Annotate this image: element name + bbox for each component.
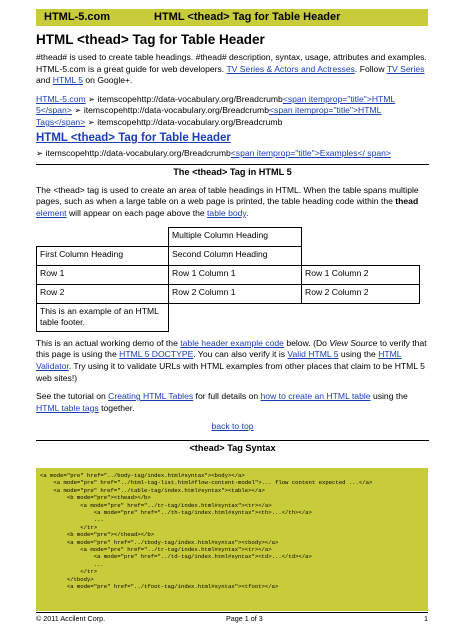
code-line: ...	[40, 560, 104, 568]
code-line: <a mode="pre" href="../table-tag/index.html#syntax"><table></a>	[40, 486, 265, 494]
table-cell: Row 1	[37, 265, 169, 284]
table-row	[37, 303, 420, 331]
divider	[36, 164, 429, 165]
demo-text: to verify that this page is using the	[36, 337, 427, 360]
link-tv-series[interactable]: TV Series	[386, 63, 425, 74]
thead-description	[36, 185, 429, 220]
description-text: The <thead> tag is used to create an area of table headings in HTML. When the table spans multiple pages, such as when a large table on a web page is printed, the table heading code within the	[36, 184, 419, 207]
table-row	[37, 265, 420, 284]
view-source-italic: View Source	[329, 337, 378, 348]
tutorial-text: See the tutorial on	[36, 391, 109, 402]
demo-text: . Try using it to validate URLs with HTML examples from other places that claim to be HTML 5 web sites!)	[36, 360, 425, 383]
tutorial-text: using the	[370, 391, 408, 402]
tutorial-text: together.	[98, 402, 135, 413]
code-line: ...	[40, 516, 104, 524]
demo-text: This is an actual working demo of the	[36, 337, 181, 348]
description-text: will appear on each page above the	[66, 207, 208, 218]
table-row	[37, 227, 420, 246]
link-creating-html-tables[interactable]: Creating HTML Tables	[108, 391, 194, 402]
breadcrumb-html5[interactable]: <span itemprop="title">HTML 5</span>	[36, 93, 396, 116]
header-bar	[36, 9, 428, 26]
table-cell	[169, 303, 302, 331]
code-line: <b mode="pre"><thead></b>	[40, 494, 151, 502]
syntax-heading: <thead> Tag Syntax	[189, 442, 276, 453]
code-line: <a mode="pre" href="../td-tag/index.html#syntax"><td>...</td></a>	[40, 553, 312, 561]
breadcrumb-text: ➢ itemscopehttp://data-vocabulary.org/Breadcrumb	[36, 147, 231, 158]
code-line: </tbody>	[40, 575, 94, 583]
code-line: <a mode="pre" href="../tr-tag/index.html#syntax"><tr></a>	[40, 501, 272, 509]
link-table-body[interactable]: table body	[207, 207, 247, 218]
table-row	[37, 246, 420, 265]
link-html5-doctype[interactable]: HTML 5 DOCTYPE	[119, 349, 194, 360]
demo-text: . You can also verify it is	[193, 349, 288, 360]
code-line: <b mode="pre"></thead></b>	[40, 531, 155, 539]
page-index: 1	[424, 614, 428, 623]
table-cell	[302, 227, 420, 246]
code-line: </tr>	[40, 568, 98, 576]
section-heading: The <thead> Tag in HTML 5	[173, 167, 292, 178]
table-cell	[37, 227, 169, 246]
table-cell: Second Column Heading	[169, 246, 302, 265]
demo-table	[36, 227, 420, 332]
link-table-header-example-code[interactable]: table header example code	[180, 337, 284, 348]
breadcrumb-examples[interactable]: <span itemprop="title">Examples</ span>	[230, 147, 391, 158]
link-valid-html5[interactable]: Valid HTML 5	[287, 349, 339, 360]
back-to-top-link[interactable]: back to top	[211, 421, 254, 432]
breadcrumb-home[interactable]: HTML-5.com	[36, 93, 86, 104]
link-tv-series-actors[interactable]: TV Series & Actors and Actresses	[226, 63, 355, 74]
tutorial-paragraph	[36, 391, 429, 414]
breadcrumb-text: ➢ itemscopehttp://data-vocabulary.org/Breadcrumb	[85, 93, 283, 104]
intro-paragraph	[36, 52, 429, 87]
table-cell: Row 2 Column 2	[302, 284, 420, 303]
table-row	[37, 284, 420, 303]
code-line: <a mode="pre" href="../html-tag-list.html#flow-content-model">... flow content expected ...</a>	[40, 479, 373, 487]
intro-text: on Google+.	[82, 75, 133, 86]
breadcrumb-html-tags[interactable]: <span itemprop="title">HTML Tags</span>	[36, 105, 382, 127]
link-html-table-tags[interactable]: HTML table tags	[36, 402, 99, 413]
main-content	[36, 32, 429, 460]
demo-text: using the	[338, 349, 379, 360]
table-cell: Row 1 Column 2	[302, 265, 420, 284]
link-element[interactable]: element	[36, 207, 67, 218]
table-cell: Row 1 Column 1	[169, 265, 302, 284]
back-to-top-wrap	[36, 421, 429, 433]
copyright: © 2011 Accilent Corp.	[36, 614, 106, 623]
code-line: </tr>	[40, 523, 98, 531]
page-number: Page 1 of 3	[226, 614, 263, 623]
breadcrumb-text: ➢ itemscopehttp://data-vocabulary.org/Breadcrumb	[71, 105, 269, 116]
code-line: <a mode="pre" href="../body-tag/index.html#syntax"><body></a>	[40, 472, 245, 479]
table-footer-cell: This is an example of an HTML table footer.	[37, 303, 169, 331]
intro-text: #thead# is used to create table headings. #thead# description, syntax, usage, attributes and examples. HTML-5.com is a great guide for web developers.	[36, 52, 427, 74]
table-cell: Multiple Column Heading	[169, 227, 302, 246]
divider	[36, 440, 429, 441]
breadcrumb-text: ➢ itemscopehttp://data-vocabulary.org/Breadcrumb	[85, 116, 283, 127]
code-line: <a mode="pre" href="../tbody-tag/index.html#syntax"><tbody></a>	[40, 538, 279, 546]
demo-text: below. (Do	[283, 337, 330, 348]
code-line: <a mode="pre" href="../tr-tag/index.html#syntax"><tr></a>	[40, 546, 272, 554]
section-title-link[interactable]: HTML <thead> Tag for Table Header	[36, 131, 231, 144]
site-name: HTML-5.com	[44, 11, 110, 23]
header-title: HTML <thead> Tag for Table Header	[154, 11, 341, 23]
description-text: .	[246, 207, 249, 218]
intro-text: . Follow	[354, 63, 387, 74]
table-cell: Row 2	[37, 284, 169, 303]
page-footer	[36, 612, 428, 625]
syntax-code-block	[36, 468, 428, 611]
intro-text: and	[36, 75, 53, 86]
thead-bold: thead	[395, 196, 419, 207]
breadcrumb	[36, 94, 429, 129]
link-how-to-create-table[interactable]: how to create an HTML table	[260, 391, 371, 402]
link-html-validator[interactable]: HTML Validator	[36, 349, 402, 371]
table-cell	[302, 246, 420, 265]
demo-paragraph	[36, 338, 429, 384]
table-cell	[302, 303, 420, 331]
table-cell: Row 2 Column 1	[169, 284, 302, 303]
code-line: <a mode="pre" href="../th-tag/index.html#syntax"><th>...</th></a>	[40, 509, 312, 517]
table-cell: First Column Heading	[37, 246, 169, 265]
page-title: HTML <thead> Tag for Table Header	[36, 32, 265, 47]
link-html5[interactable]: HTML 5	[52, 75, 83, 86]
code-line: <a mode="pre" href="../tfoot-tag/index.html#syntax"><tfoot></a>	[40, 583, 279, 591]
tutorial-text: for full details on	[193, 391, 261, 402]
breadcrumb-secondary	[36, 148, 429, 160]
